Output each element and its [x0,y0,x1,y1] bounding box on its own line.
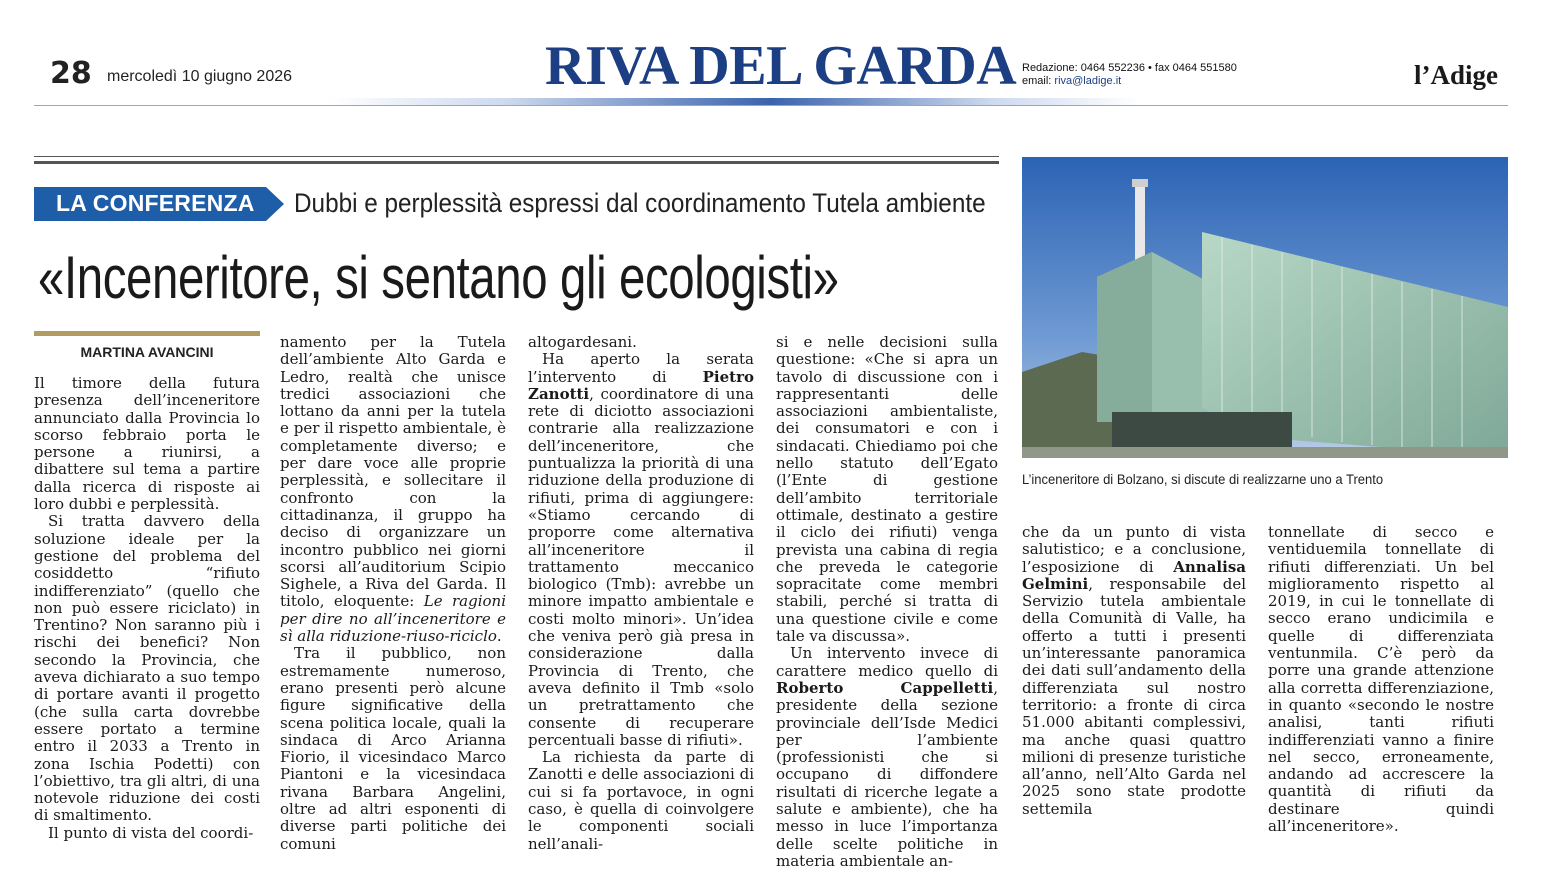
paragraph: altogardesani. [528,333,637,351]
page-date: mercoledì 10 giugno 2026 [107,68,293,85]
header-divider [34,105,1508,106]
conference-title: Le ragioni per dire no all’inceneritore e sì alla riduzione-riuso-riciclo [280,592,506,646]
speaker-name: Annalisa Gelmini [1022,557,1246,593]
photo-caption: L’inceneritore di Bolzano, si discute di realizzarne uno a Trento [1022,471,1384,487]
paragraph: che da un punto di vista salutistico; e a conclusione, l’esposizione di Annalisa Gelmini, responsabile del Servizio tutela ambientale della Comunità di Valle, ha offerto a tutti i presenti un’interessante panoramica dei dati sull’andamento della differenziata sul nostro territorio: a fronte di circa 51.000 abitanti complessivi, ma anche quasi quattro milioni di presenze turistiche all’anno, nell’Alto Garda nel 2025 sono state prodotte settemila [1022,523,1246,818]
paragraph: Un intervento invece di carattere medico quello di Roberto Cappelletti, presidente della sezione provinciale dell’Isde Medici per l’ambiente (professionisti che si occupano di diffondere risultati di ricerche legate a salute e ambiente), che ha messo in luce l’importanza delle scelte politiche in materia ambientale an- [776,644,998,870]
paragraph: si e nelle decisioni sulla questione: «Che si apra un tavolo di discussione con i rappresentanti delle associazioni ambientaliste, dei consumatori e con i sindacati. Chiediamo poi che nello statuto dell’Egato (l’Ente di gestione dell’ambito territoriale ottimale, destinato a gestire il ciclo dei rifiuti) venga prevista una cabina di regia che preveda le categorie sopracitate come membri stabili, perché si tratta di una questione civile e come tale va discussa». [776,333,998,646]
article-column-1 [34,375,260,842]
newspaper-logo: l’Adige [1414,60,1498,90]
article-top-rule [34,156,999,157]
speaker-name: Pietro Zanotti [528,367,754,403]
paragraph: La richiesta da parte di Zanotti e delle associazioni di cui si fa portavoce, in ogni caso, è quella di coinvolgere le componenti sociali nell’anali- [528,748,754,853]
article-column-5 [1022,524,1246,818]
contacts-email-label: email: [1022,75,1052,87]
section-title: RIVA DEL GARDA [545,35,1017,97]
kicker-label: LA CONFERENZA [56,190,255,216]
incinerator-photo [1022,157,1508,458]
article-column-6 [1268,524,1494,835]
article-column-4 [776,334,998,870]
paragraph: Tra il pubblico, non estremamente numeroso, erano presenti però alcune figure significative della scena politica locale, quali la sindaca di Arco Arianna Fiorio, il vicesindaco Marco Piantoni e la vicesindaca rivana Barbara Angelini, oltre ad altri esponenti di diverse parti politiche dei comuni [280,644,506,853]
editorial-contacts [1022,62,1237,88]
kicker-subtitle: Dubbi e perplessità espressi dal coordinamento Tutela ambiente [294,188,986,218]
headline: «Inceneritore, si sentano gli ecologisti» [38,244,839,311]
article-column-2 [280,334,506,853]
paragraph: Il punto di vista del coordi- [48,823,254,842]
byline: MARTINA AVANCINI [80,344,214,360]
article-column-3 [528,334,754,853]
paragraph: Si tratta davvero della soluzione ideale per la gestione del problema del cosiddetto “rifiuto indifferenziato” (quello che non può essere riciclato) in Trentino? Non saranno più i rischi dei benefici? Non secondo la Provincia, che aveva dichiarato a suo tempo di portare avanti il progetto (che sulla carta dovrebbe essere portato a termine entro il 2033 a Trento in zona Ischia Podetti) con l’obiettivo, tra gli altri, di una notevole riduzione dei costi di smaltimento. [34,512,260,825]
paragraph: namento per la Tutela dell’ambiente Alto Garda e Ledro, realtà che unisce tredici associazioni che lottano da anni per la tutela e per il rispetto ambientale, è completamente diverso; e per dare voce alle proprie perplessità, e sollecitare il confronto con la cittadinanza, il gruppo ha deciso di organizzare un incontro pubblico nei giorni scorsi all’auditorium Scipio Sighele, a Riva del Garda. Il titolo, eloquente: Le ragioni per dire no all’inceneritore e sì alla riduzione-riuso-riciclo. [280,333,506,646]
paragraph: Ha aperto la serata l’intervento di Pietro Zanotti, coordinatore di una rete di diciotto associazioni contrarie alla realizzazione dell’inceneritore, che puntualizza la priorità di una riduzione della produzione di rifiuti, prima di aggiungere: «Stiamo cercando di proporre come alternativa all’inceneritore il trattamento meccanico biologico (Tmb): avrebbe un minore impatto ambientale e costi molto minori». Un’idea che veniva però già presa in considerazione dalla Provincia di Trento, che aveva definito il Tmb «solo un pretrattamento che consente di recuperare percentuali basse di rifiuti». [528,350,754,749]
contacts-email[interactable]: riva@ladige.it [1054,75,1122,87]
article-top-rule-thick [34,161,999,164]
paragraph: Il timore della futura presenza dell’inceneritore annunciato dalla Provincia lo scorso febbraio porta le persone a riunirsi, a dibattere sul tema a partire dalla ricerca di risposte ai loro dubbi e perplessità. [34,374,260,514]
speaker-name: Roberto Cappelletti [776,678,994,697]
paragraph: tonnellate di secco e ventiduemila tonnellate di rifiuti differenziati. Un bel miglioramento rispetto al 2019, in cui le tonnellate di secco erano undicimila e quelle di differenziata ventunmila. C’è però da porre una grande attenzione alla corretta differenziazione, in quanto «secondo le nostre analisi, tanti rifiuti indifferenziati vanno a finire nel secco, erroneamente, andando ad accrescere la quantità di rifiuti da destinare quindi all’inceneritore». [1268,523,1494,836]
page-number: 28 [50,56,92,91]
contacts-phone: Redazione: 0464 552236 • fax 0464 551580 [1022,62,1237,74]
byline-bar [34,331,260,336]
